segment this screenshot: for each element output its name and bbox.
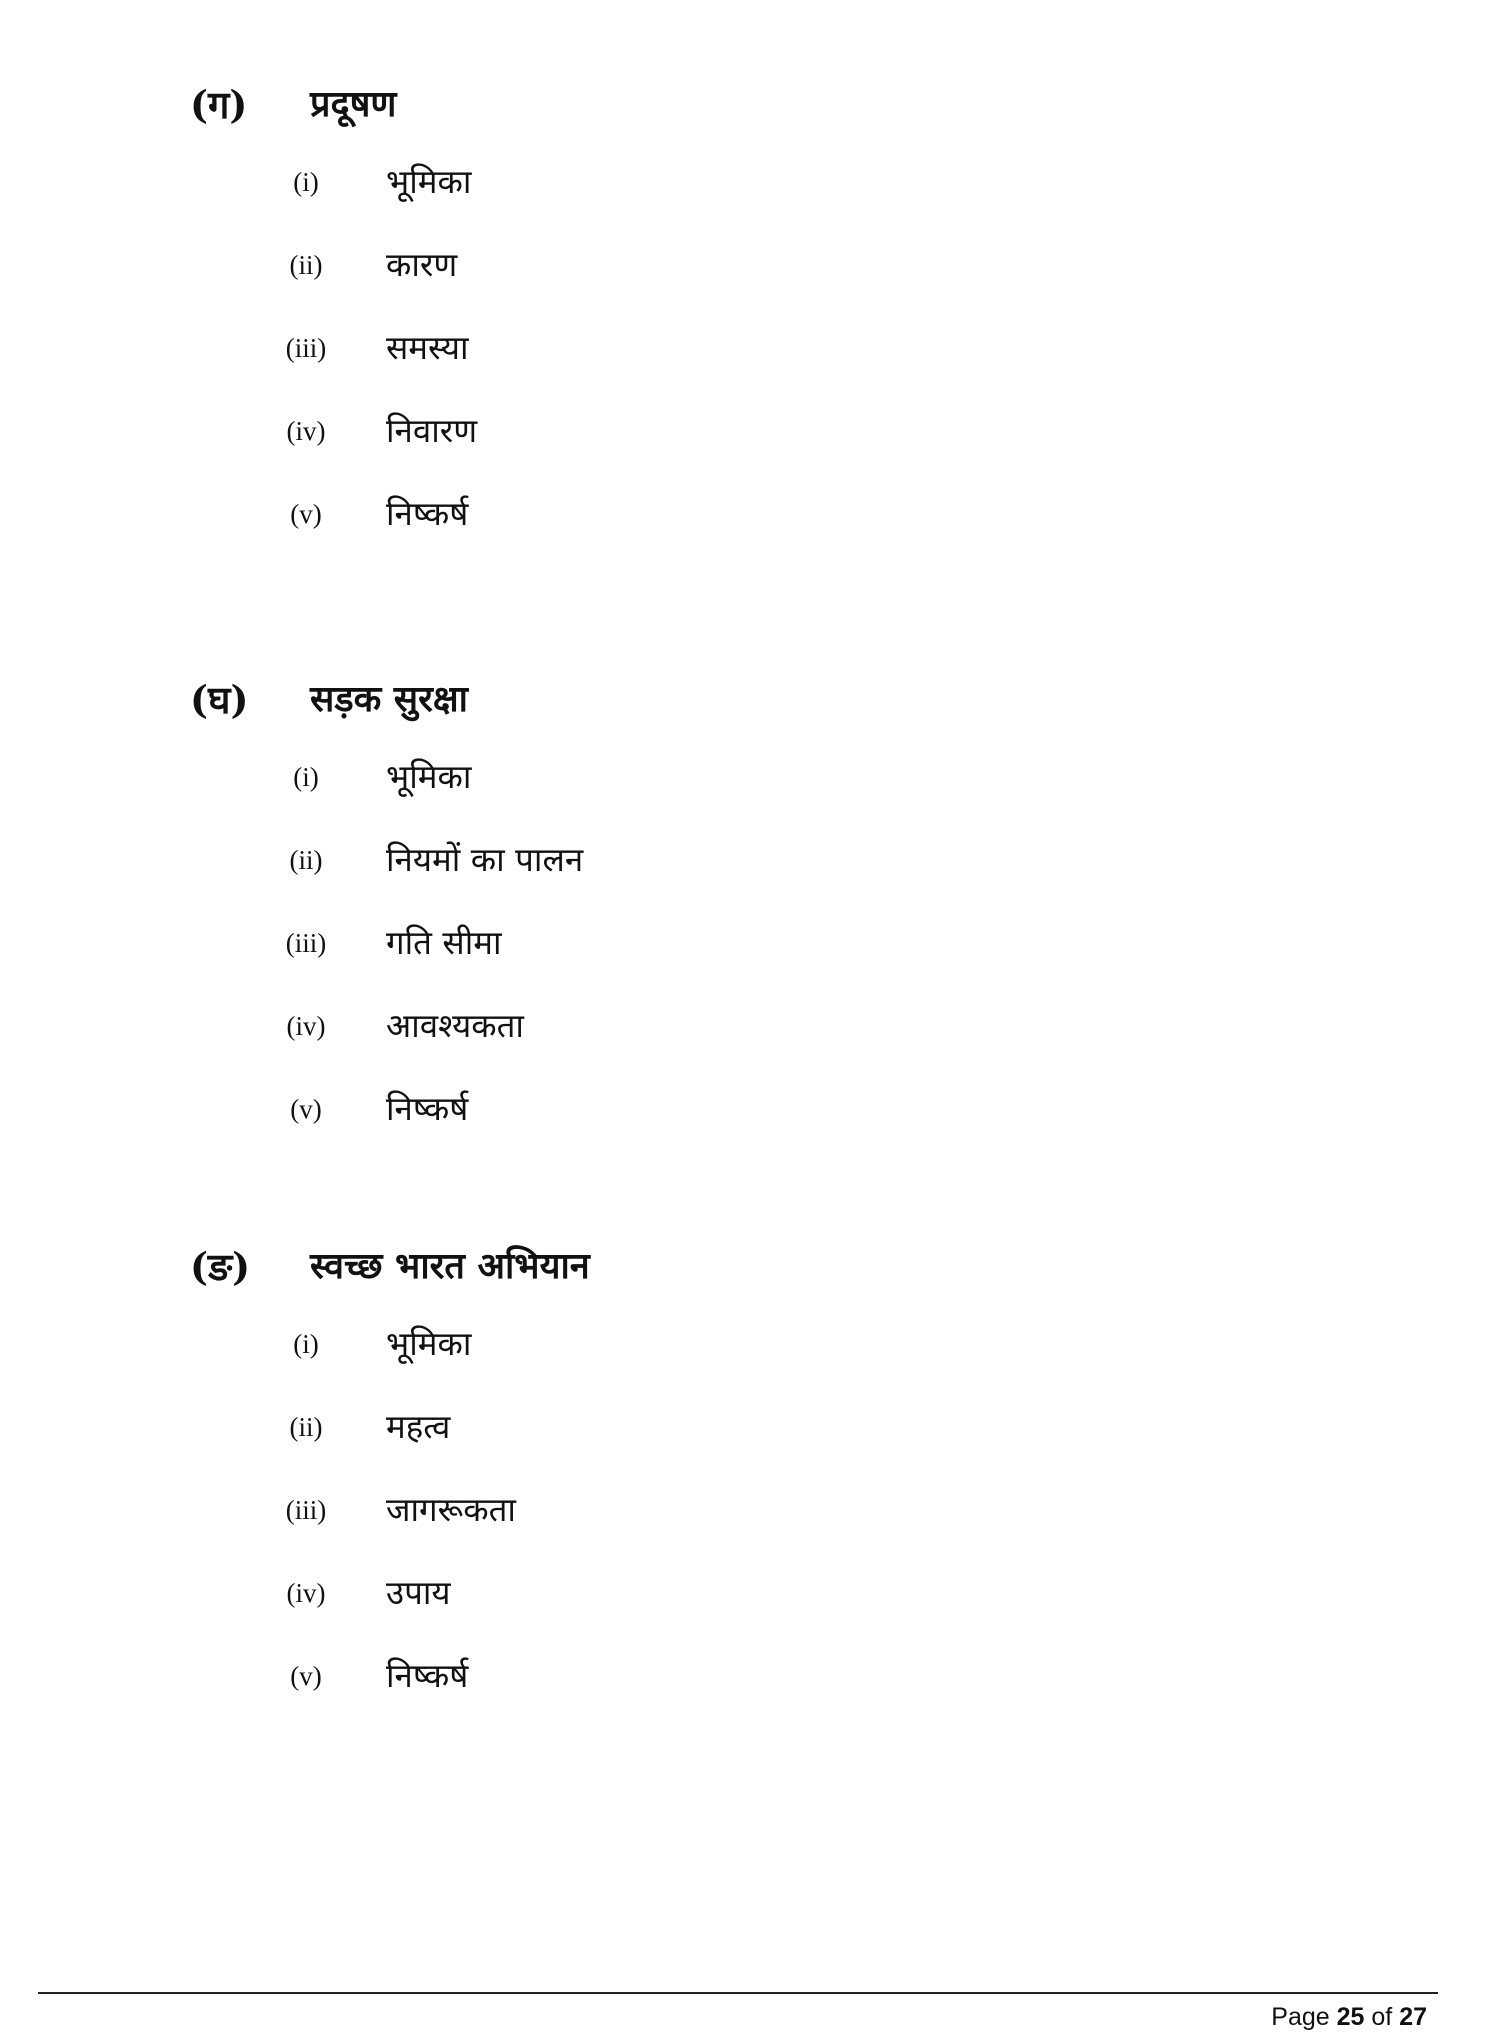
item-number: (v) [290,499,322,529]
outline-list [0,747,1505,1162]
list-item [0,318,1505,401]
item-text: निष्कर्ष [386,494,469,533]
item-number: (iii) [285,928,327,958]
outline-list [0,152,1505,567]
item-text: नियमों का पालन [386,840,584,879]
item-text: निवारण [386,411,478,450]
list-item [0,913,1505,996]
list-item [0,484,1505,567]
section-sadak-suraksha [0,665,1505,1162]
item-number: (ii) [289,250,323,280]
item-text: उपाय [386,1573,451,1612]
section-swachh-bharat [0,1232,1505,1729]
item-text: गति सीमा [386,923,502,962]
item-text: आवश्यकता [386,1006,524,1045]
item-text: भूमिका [386,162,472,201]
item-text: समस्या [386,328,469,367]
item-number: (v) [290,1094,322,1124]
page-word: Page [1271,2003,1330,2031]
section-mark: (घ) [190,677,249,722]
item-number: (ii) [289,1412,323,1442]
item-text: जागरूकता [386,1490,516,1529]
list-item [0,747,1505,830]
item-number: (iii) [285,333,327,363]
list-item [0,1397,1505,1480]
item-number: (i) [293,1329,319,1359]
total-pages: 27 [1399,2003,1427,2031]
section-heading [0,1232,1505,1302]
list-item [0,996,1505,1079]
item-text: कारण [386,245,458,284]
list-item [0,1646,1505,1729]
list-item [0,1079,1505,1162]
list-item [0,830,1505,913]
section-pradushan [0,70,1505,567]
section-mark: (ङ) [190,1244,251,1289]
page-number [1271,2002,1427,2032]
item-text: भूमिका [386,757,472,796]
item-text: महत्व [386,1407,451,1446]
list-item [0,1480,1505,1563]
item-number: (i) [293,762,319,792]
section-heading [0,70,1505,140]
item-number: (iii) [285,1495,327,1525]
current-page: 25 [1336,2003,1365,2031]
item-number: (i) [293,167,319,197]
item-number: (iv) [286,1578,326,1608]
footer-divider [38,1992,1438,1994]
list-item [0,1314,1505,1397]
list-item [0,235,1505,318]
list-item [0,401,1505,484]
item-number: (ii) [289,845,323,875]
section-heading [0,665,1505,735]
list-item [0,152,1505,235]
item-text: निष्कर्ष [386,1656,469,1695]
item-text: भूमिका [386,1324,472,1363]
section-title: स्वच्छ भारत अभियान [310,1246,590,1287]
item-number: (iv) [286,1011,326,1041]
outline-list [0,1314,1505,1729]
item-number: (iv) [286,416,326,446]
list-item [0,1563,1505,1646]
section-title: सड़क सुरक्षा [310,679,468,720]
section-mark: (ग) [190,82,248,127]
item-number: (v) [290,1661,322,1691]
section-title: प्रदूषण [310,84,397,125]
of-word: of [1371,2003,1393,2031]
item-text: निष्कर्ष [386,1089,469,1128]
